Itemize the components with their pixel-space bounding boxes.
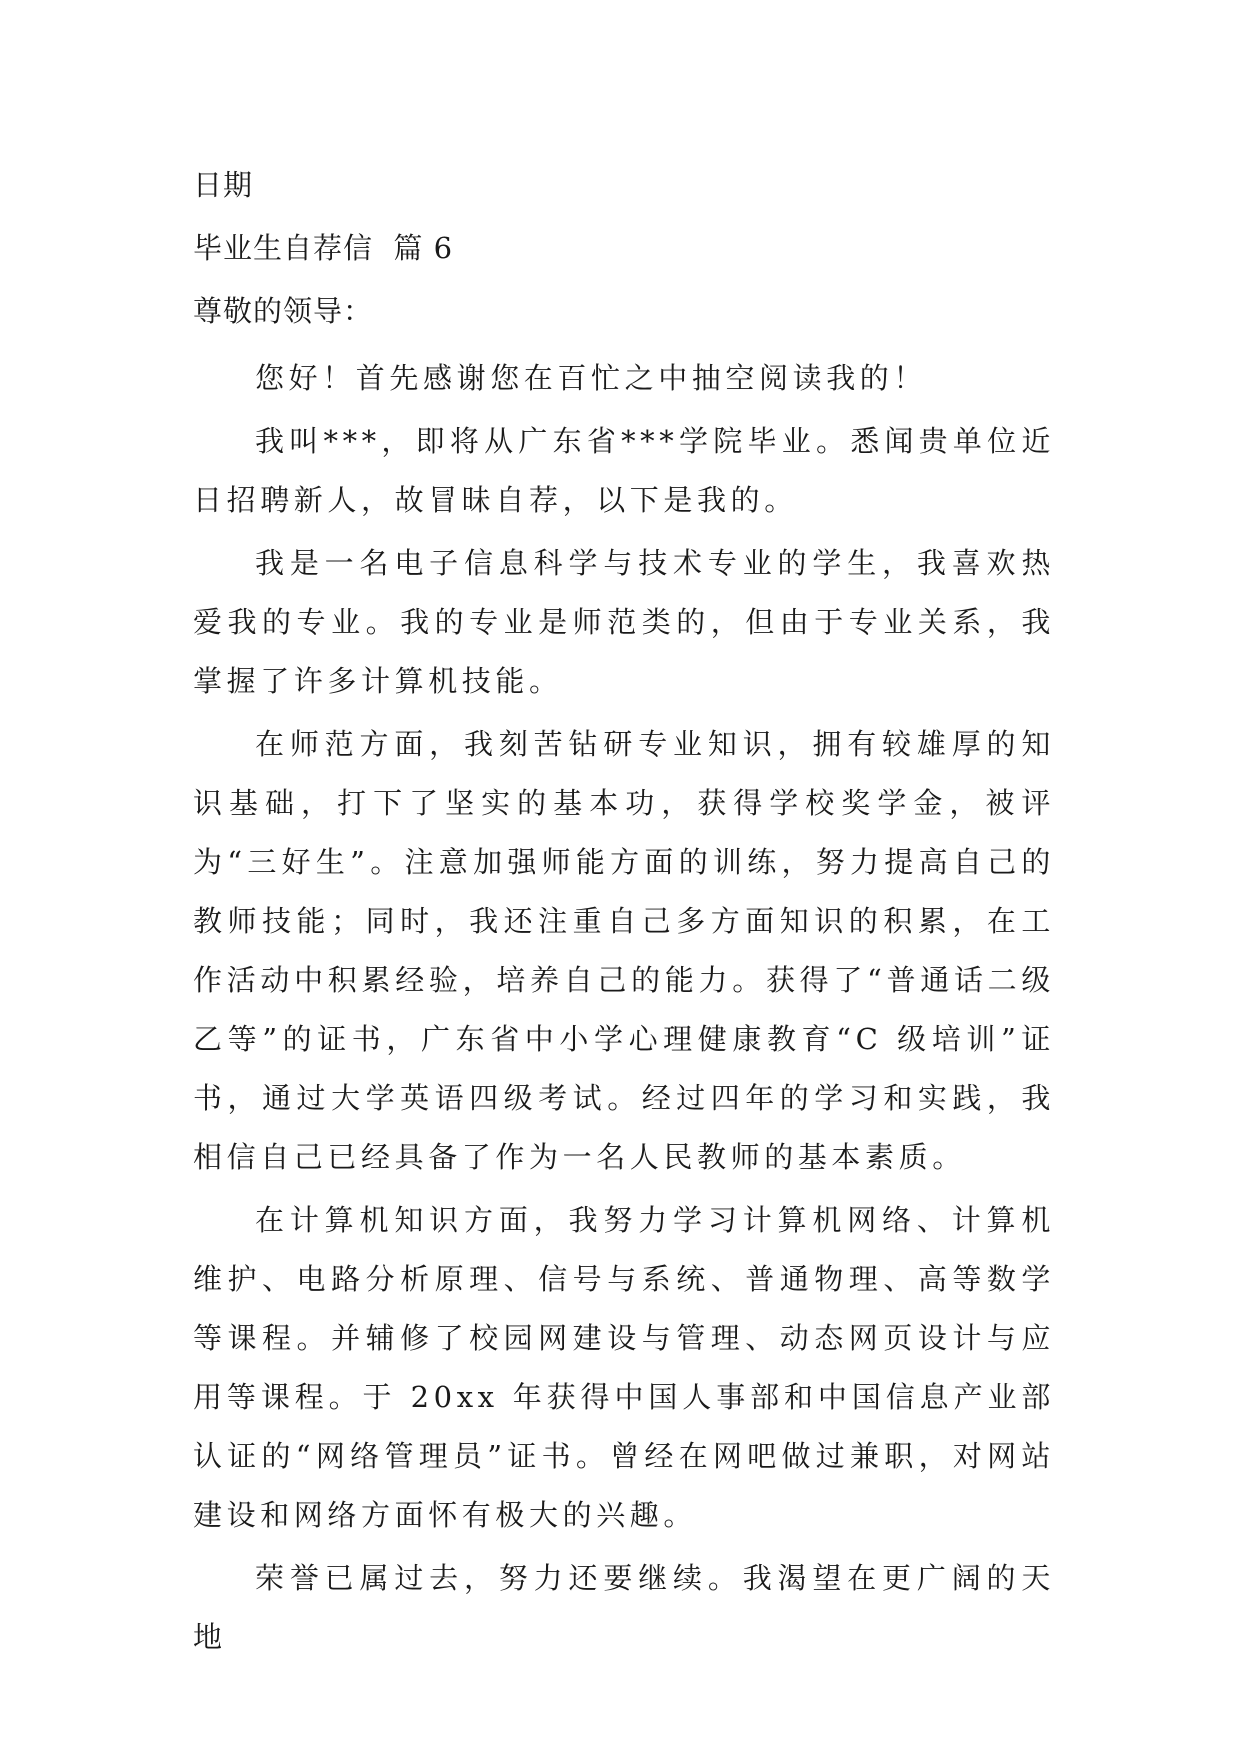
paragraph-major: 我是一名电子信息科学与技术专业的学生，我喜欢热爱我的专业。我的专业是师范类的，但由于专业关系，我掌握了许多计算机技能。 [193, 546, 1055, 698]
paragraph-computer: 在计算机知识方面，我努力学习计算机网络、计算机维护、电路分析原理、信号与系统、普通物理、高等数学等课程。并辅修了校园网建设与管理、动态网页设计与应用等课程。于 20xx 年获得中国人事部和中国信息产业部认证的“网络管理员”证书。曾经在网吧做过兼职，对网站建设和网络方面怀有极大的兴趣。 [193, 1203, 1055, 1532]
paragraph-closing: 荣誉已属过去，努力还要继续。我渴望在更广阔的天地 [193, 1561, 1055, 1654]
letter-body [193, 160, 1055, 1671]
paragraph-introduction: 我叫***，即将从广东省***学院毕业。悉闻贵单位近日招聘新人，故冒昧自荐，以下是我的。 [193, 424, 1055, 517]
letter-title: 毕业生自荐信 篇 6 [193, 231, 454, 265]
paragraph-teaching: 在师范方面，我刻苦钻研专业知识，拥有较雄厚的知识基础，打下了坚实的基本功，获得学校奖学金，被评为“三好生”。注意加强师能方面的训练，努力提高自己的教师技能；同时，我还注重自己多方面知识的积累，在工作活动中积累经验，培养自己的能力。获得了“普通话二级乙等”的证书，广东省中小学心理健康教育“C 级培训”证书，通过大学英语四级考试。经过四年的学习和实践，我相信自己已经具备了作为一名人民教师的基本素质。 [193, 727, 1055, 1174]
paragraph-greeting: 您好！首先感谢您在百忙之中抽空阅读我的！ [255, 361, 928, 395]
salutation: 尊敬的领导： [193, 294, 374, 328]
date-line: 日期 [193, 168, 254, 202]
